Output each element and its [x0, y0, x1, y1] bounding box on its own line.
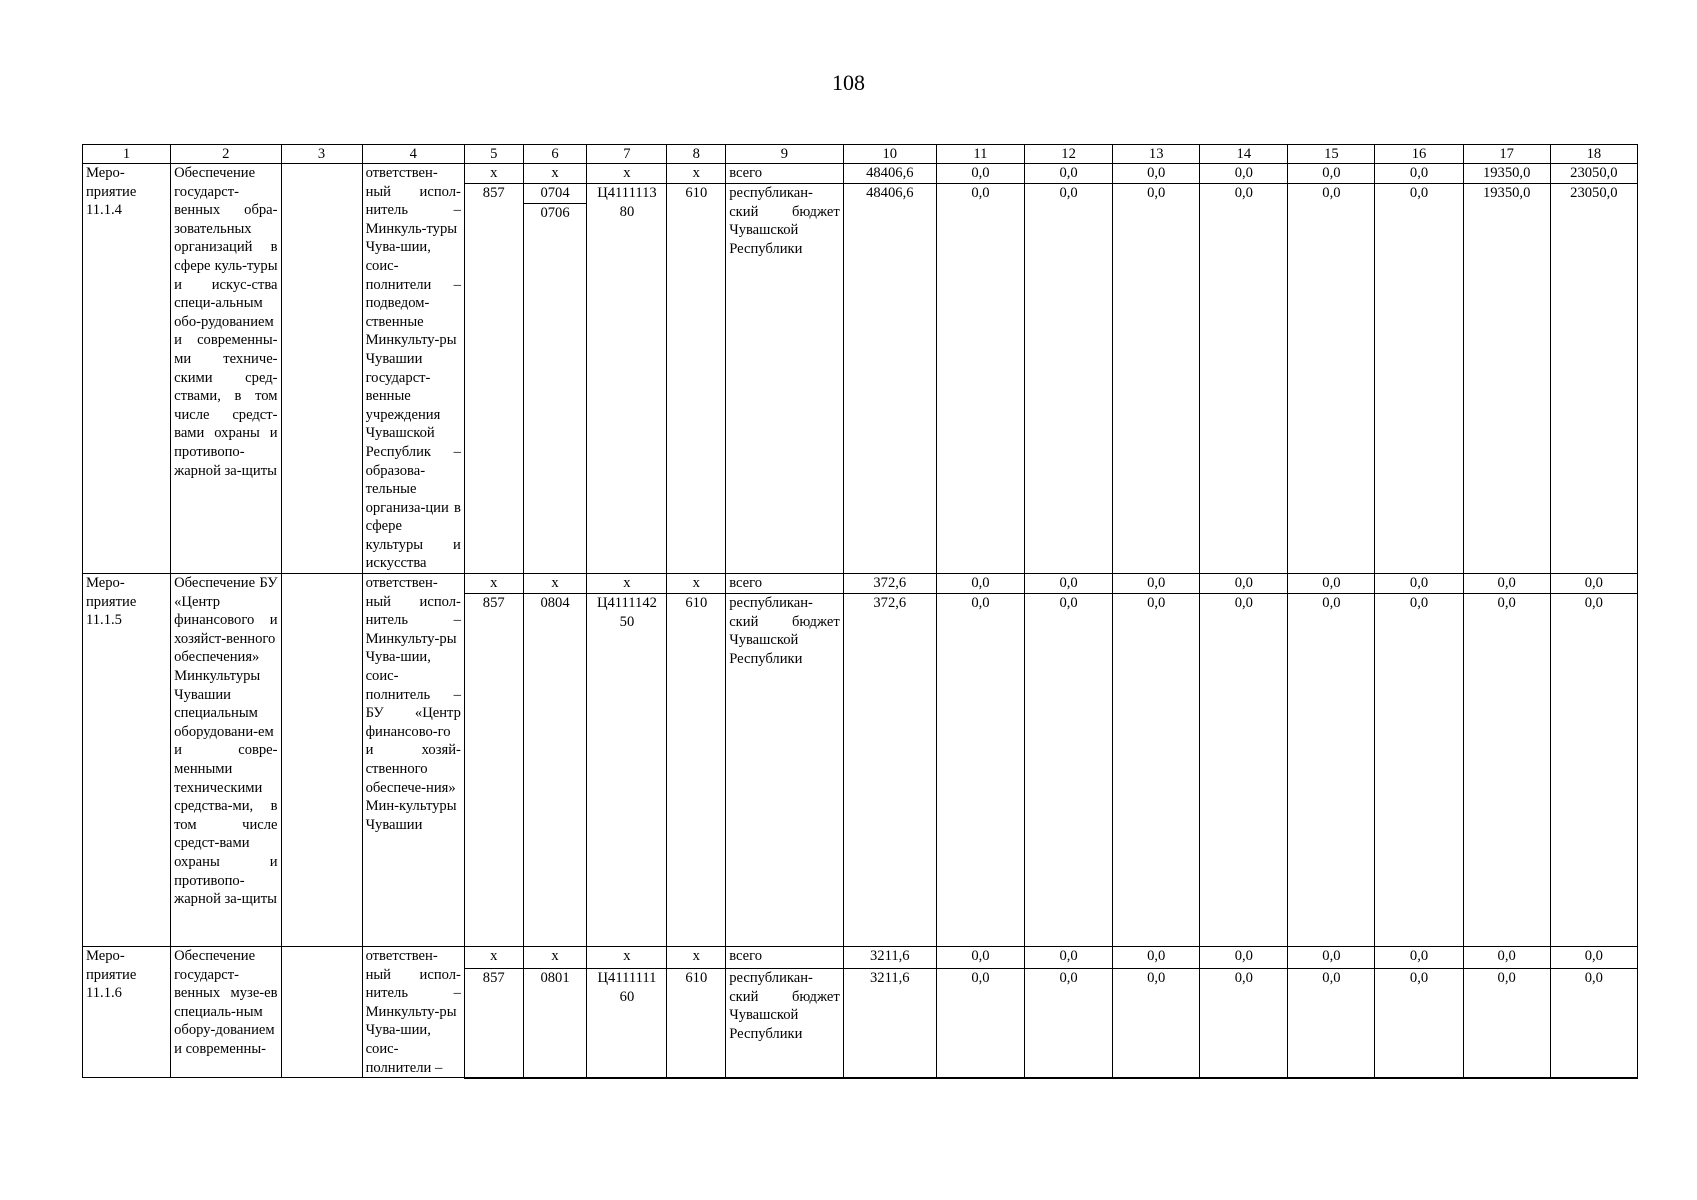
total-cell: х [464, 574, 523, 594]
amount-cell: 0,0 [1375, 947, 1463, 969]
amount-cell: 0,0 [1200, 968, 1288, 1077]
budget-table [82, 144, 1638, 1079]
total-cell: х [667, 574, 726, 594]
amount-cell: 0,0 [936, 947, 1024, 969]
amount-cell: 19350,0 [1463, 184, 1550, 574]
amount-cell: 48406,6 [843, 184, 936, 574]
section-code: 0801 [523, 968, 587, 1077]
amount-cell: 0,0 [1200, 947, 1288, 969]
amount-cell: 0,0 [1113, 968, 1200, 1077]
page-number: 108 [832, 70, 865, 95]
amount-cell: 0,0 [1113, 184, 1200, 574]
amount-cell: 372,6 [843, 594, 936, 947]
empty-cell [281, 947, 362, 1078]
funding-source: республикан-ский бюджет Чувашской Республики [726, 184, 844, 574]
responsible-executor: ответствен-ный испол-нитель – Минкуль-туры Чува-шии, соис-полнители – подведом-ственные Минкульту-ры Чувашии государст-венные учреждения Чувашской Республик – образова-тельные организа-ции в сфере культуры и искусства [362, 164, 464, 574]
responsible-executor: ответствен-ный испол-нитель – Минкульту-ры Чува-шии, соис-полнитель – БУ «Центр финансово-го и хозяй-ственного обеспече-ния» Мин-культуры Чувашии [362, 574, 464, 947]
amount-cell: 3211,6 [843, 968, 936, 1077]
measure-name: Обеспечение государст-венных обра-зовательных организаций в сфере куль-туры и искус-ства специ-альным обо-рудованием и современны-ми техниче-скими сред-ствами, в том числе средст-вами охраны и противопо-жарной за-щиты [171, 164, 281, 574]
amount-cell: 0,0 [1550, 594, 1637, 947]
column-number: 12 [1025, 145, 1113, 164]
total-cell: х [667, 947, 726, 969]
amount-cell: 0,0 [936, 574, 1024, 594]
funding-source: республикан-ский бюджет Чувашской Республики [726, 594, 844, 947]
column-number: 1 [83, 145, 171, 164]
column-number: 15 [1288, 145, 1375, 164]
measure-number: Меро- приятие 11.1.5 [83, 574, 171, 947]
amount-cell: 19350,0 [1463, 164, 1550, 184]
amount-cell: 0,0 [1200, 164, 1288, 184]
total-cell: х [587, 164, 667, 184]
total-cell: х [667, 164, 726, 184]
total-cell: х [587, 947, 667, 969]
target-article-code: Ц4111142 50 [587, 594, 667, 947]
expense-type-code: 610 [667, 184, 726, 574]
empty-cell [281, 574, 362, 947]
table-row [83, 947, 1638, 969]
responsible-executor: ответствен-ный испол-нитель – Минкульту-ры Чува-шии, соис-полнители – [362, 947, 464, 1078]
funding-source: всего [726, 947, 844, 969]
section-code: 0804 [523, 594, 587, 947]
column-number: 18 [1550, 145, 1637, 164]
amount-cell: 0,0 [936, 594, 1024, 947]
target-article-code: Ц4111111 60 [587, 968, 667, 1077]
column-number: 14 [1200, 145, 1288, 164]
target-article-code: Ц4111113 80 [587, 184, 667, 574]
column-number: 2 [171, 145, 281, 164]
column-number: 4 [362, 145, 464, 164]
measure-name: Обеспечение БУ «Центр финансового и хозяйст-венного обеспечения» Минкультуры Чувашии специальным оборудовани-ем и совре-менными техническими средства-ми, в том числе средст-вами охраны и противопо-жарной за-щиты [171, 574, 281, 947]
column-number: 8 [667, 145, 726, 164]
amount-cell: 0,0 [1025, 594, 1113, 947]
column-number: 3 [281, 145, 362, 164]
amount-cell: 0,0 [1025, 164, 1113, 184]
amount-cell: 0,0 [1200, 574, 1288, 594]
column-number: 6 [523, 145, 587, 164]
amount-cell: 0,0 [1463, 947, 1550, 969]
amount-cell: 0,0 [1025, 574, 1113, 594]
amount-cell: 0,0 [1463, 574, 1550, 594]
amount-cell: 23050,0 [1550, 184, 1637, 574]
amount-cell: 0,0 [1288, 164, 1375, 184]
amount-cell: 0,0 [1113, 164, 1200, 184]
total-cell: х [523, 164, 587, 184]
section-code-b: 0706 [524, 203, 587, 223]
funding-source: всего [726, 164, 844, 184]
amount-cell: 0,0 [1375, 184, 1463, 574]
amount-cell: 372,6 [843, 574, 936, 594]
total-cell: х [523, 947, 587, 969]
total-cell: х [587, 574, 667, 594]
column-number: 11 [936, 145, 1024, 164]
table-row [83, 164, 1638, 184]
section-code-a: 0704 [540, 185, 570, 201]
amount-cell: 3211,6 [843, 947, 936, 969]
total-cell: х [464, 164, 523, 184]
total-cell: х [464, 947, 523, 969]
amount-cell: 0,0 [1025, 184, 1113, 574]
funding-source: всего [726, 574, 844, 594]
amount-cell: 0,0 [1113, 594, 1200, 947]
amount-cell: 0,0 [1375, 164, 1463, 184]
amount-cell: 0,0 [1375, 594, 1463, 947]
column-number: 7 [587, 145, 667, 164]
grbs-code: 857 [464, 184, 523, 574]
amount-cell: 0,0 [936, 164, 1024, 184]
amount-cell: 0,0 [1288, 968, 1375, 1077]
amount-cell: 0,0 [1025, 968, 1113, 1077]
column-number: 9 [726, 145, 844, 164]
amount-cell: 0,0 [1200, 594, 1288, 947]
column-number: 5 [464, 145, 523, 164]
amount-cell: 0,0 [1200, 184, 1288, 574]
amount-cell: 0,0 [1288, 594, 1375, 947]
expense-type-code: 610 [667, 594, 726, 947]
grbs-code: 857 [464, 594, 523, 947]
amount-cell: 0,0 [1113, 947, 1200, 969]
amount-cell: 0,0 [936, 184, 1024, 574]
column-number: 17 [1463, 145, 1550, 164]
amount-cell: 23050,0 [1550, 164, 1637, 184]
amount-cell: 0,0 [1288, 574, 1375, 594]
amount-cell: 0,0 [1375, 968, 1463, 1077]
amount-cell: 0,0 [1463, 968, 1550, 1077]
amount-cell: 0,0 [1025, 947, 1113, 969]
amount-cell: 0,0 [936, 968, 1024, 1077]
amount-cell: 0,0 [1463, 594, 1550, 947]
expense-type-code: 610 [667, 968, 726, 1077]
measure-number: Меро- приятие 11.1.6 [83, 947, 171, 1078]
amount-cell: 0,0 [1288, 947, 1375, 969]
measure-number: Меро- приятие 11.1.4 [83, 164, 171, 574]
section-code [523, 184, 587, 574]
column-number: 10 [843, 145, 936, 164]
column-number: 16 [1375, 145, 1463, 164]
amount-cell: 0,0 [1288, 184, 1375, 574]
amount-cell: 0,0 [1113, 574, 1200, 594]
column-number-header [83, 145, 1638, 164]
column-number: 13 [1113, 145, 1200, 164]
amount-cell: 48406,6 [843, 164, 936, 184]
amount-cell: 0,0 [1375, 574, 1463, 594]
amount-cell: 0,0 [1550, 968, 1637, 1077]
measure-name: Обеспечение государст-венных музе-ев специаль-ным обору-дованием и современны- [171, 947, 281, 1078]
total-cell: х [523, 574, 587, 594]
table-row [83, 574, 1638, 594]
empty-cell [281, 164, 362, 574]
grbs-code: 857 [464, 968, 523, 1077]
amount-cell: 0,0 [1550, 574, 1637, 594]
funding-source: республикан-ский бюджет Чувашской Республики [726, 968, 844, 1077]
amount-cell: 0,0 [1550, 947, 1637, 969]
